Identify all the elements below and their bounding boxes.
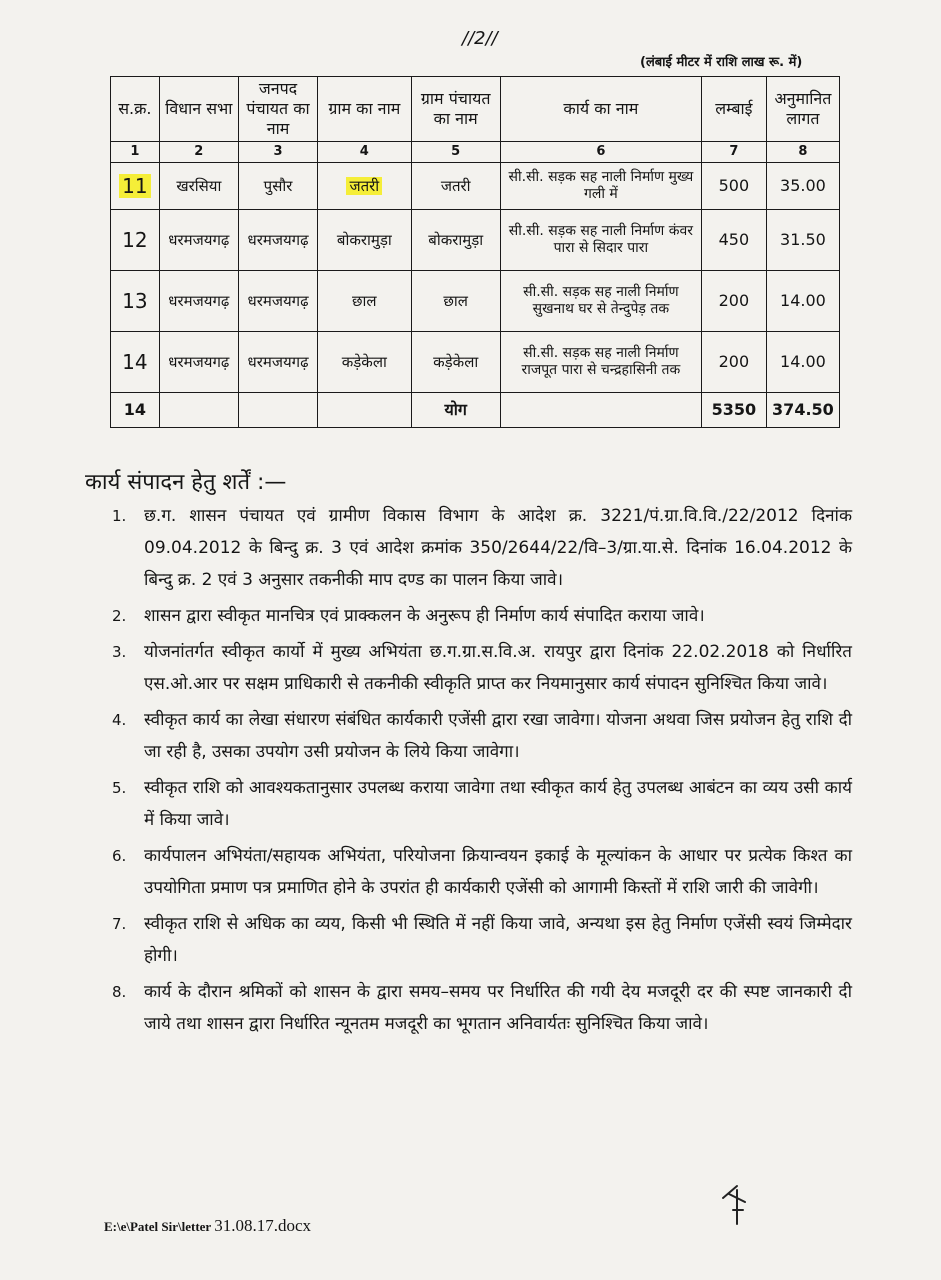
cost-cell: 14.00 [766, 271, 839, 332]
condition-number: 7. [112, 915, 127, 933]
condition-number: 4. [112, 711, 127, 729]
janpad-cell: धरमजयगढ़ [238, 332, 317, 393]
vidhan-sabha-cell: धरमजयगढ़ [159, 271, 238, 332]
janpad-cell: धरमजयगढ़ [238, 210, 317, 271]
vidhan-sabha-cell: खरसिया [159, 163, 238, 210]
column-number: 8 [766, 142, 839, 163]
condition-number: 5. [112, 779, 127, 797]
condition-item [112, 600, 852, 632]
condition-number: 8. [112, 983, 127, 1001]
condition-item [112, 976, 852, 1040]
header-cell: स.क्र. [111, 77, 160, 142]
gram-panchayat-cell: कड़ेकेला [411, 332, 500, 393]
condition-item [112, 840, 852, 904]
column-number-row [111, 142, 840, 163]
table-row [111, 332, 840, 393]
handwritten-initials [715, 1180, 755, 1230]
highlighted-gram: जतरी [346, 177, 382, 195]
condition-item [112, 908, 852, 972]
table-row [111, 163, 840, 210]
vidhan-sabha-cell: धरमजयगढ़ [159, 210, 238, 271]
gram-cell [318, 163, 411, 210]
cost-cell: 14.00 [766, 332, 839, 393]
gram-panchayat-cell: छाल [411, 271, 500, 332]
condition-text: कार्य के दौरान श्रमिकों को शासन के द्वारा समय–समय पर निर्धारित की गयी देय मजदूरी दर की स्पष्ट जानकारी दी जाये तथा शासन द्वारा निर्धारित न्यूनतम मजदूरी का भूगतान अनिवार्यतः सुनिश्चित किया जावे। [144, 982, 852, 1034]
units-note: (लंबाई मीटर में राशि लाख रू. में) [640, 55, 803, 70]
works-table [110, 76, 840, 428]
condition-number: 1. [112, 507, 127, 525]
condition-text: योजनांतर्गत स्वीकृत कार्यो में मुख्य अभियंता छ.ग.ग्रा.स.वि.अ. रायपुर द्वारा दिनांक 22.02.2018 को निर्धारित एस.ओ.आर पर सक्षम प्राधिकारी से तकनीकी स्वीकृति प्राप्त कर नियमानुसार कार्य संपादन सुनिश्चित किया जावे। [144, 642, 852, 694]
work-name-cell: सी.सी. सड़क सह नाली निर्माण राजपूत पारा से चन्द्रहासिनी तक [500, 332, 701, 393]
header-cell: ग्राम पंचायत का नाम [411, 77, 500, 142]
janpad-cell: धरमजयगढ़ [238, 271, 317, 332]
conditions-list [112, 500, 852, 1044]
total-row [111, 393, 840, 428]
work-name-cell: सी.सी. सड़क सह नाली निर्माण सुखनाथ घर से तेन्दुपेड़ तक [500, 271, 701, 332]
condition-item [112, 704, 852, 768]
header-cell: लम्बाई [701, 77, 766, 142]
file-path-name: 31.08.17.docx [214, 1216, 312, 1235]
serial-cell: 12 [111, 210, 160, 271]
length-cell: 200 [701, 332, 766, 393]
table-row [111, 271, 840, 332]
work-name-cell: सी.सी. सड़क सह नाली निर्माण कंवर पारा से सिदार पारा [500, 210, 701, 271]
column-number: 4 [318, 142, 411, 163]
work-name-cell: सी.सी. सड़क सह नाली निर्माण मुख्य गली में [500, 163, 701, 210]
empty-cell [238, 393, 317, 428]
total-label-cell: योग [411, 393, 500, 428]
header-cell: ग्राम का नाम [318, 77, 411, 142]
length-cell: 500 [701, 163, 766, 210]
header-cell: अनुमानित लागत [766, 77, 839, 142]
condition-number: 2. [112, 607, 127, 625]
condition-number: 3. [112, 643, 127, 661]
highlighted-serial: 11 [119, 174, 150, 198]
condition-text: स्वीकृत कार्य का लेखा संधारण संबंधित कार्यकारी एजेंसी द्वारा रखा जावेगा। योजना अथवा जिस प्रयोजन हेतु राशि दी जा रही है, उसका उपयोग उसी प्रयोजन के लिये किया जावेगा। [144, 710, 852, 762]
total-count-cell: 14 [111, 393, 160, 428]
header-cell: कार्य का नाम [500, 77, 701, 142]
column-number: 7 [701, 142, 766, 163]
condition-number: 6. [112, 847, 127, 865]
gram-panchayat-cell: बोकरामुड़ा [411, 210, 500, 271]
column-number: 5 [411, 142, 500, 163]
column-number: 6 [500, 142, 701, 163]
total-cost-cell: 374.50 [766, 393, 839, 428]
cost-cell: 35.00 [766, 163, 839, 210]
gram-cell: बोकरामुड़ा [318, 210, 411, 271]
condition-item [112, 500, 852, 596]
table-header-row [111, 77, 840, 142]
header-cell: विधान सभा [159, 77, 238, 142]
column-number: 1 [111, 142, 160, 163]
column-number: 2 [159, 142, 238, 163]
cost-cell: 31.50 [766, 210, 839, 271]
empty-cell [500, 393, 701, 428]
condition-text: स्वीकृत राशि को आवश्यकतानुसार उपलब्ध कराया जावेगा तथा स्वीकृत कार्य हेतु उपलब्ध आबंटन का व्यय उसी कार्य में किया जावे। [144, 778, 852, 830]
condition-text: स्वीकृत राशि से अधिक का व्यय, किसी भी स्थिति में नहीं किया जावे, अन्यथा इस हेतु निर्माण एजेंसी स्वयं जिम्मेदार होगी। [144, 914, 852, 966]
condition-item [112, 636, 852, 700]
vidhan-sabha-cell: धरमजयगढ़ [159, 332, 238, 393]
column-number: 3 [238, 142, 317, 163]
gram-panchayat-cell: जतरी [411, 163, 500, 210]
condition-text: कार्यपालन अभियंता/सहायक अभियंता, परियोजना क्रियान्वयन इकाई के मूल्यांकन के आधार पर प्रत्येक किश्त का उपयोगिता प्रमाण पत्र प्रमाणित होने के उपरांत ही कार्यकारी एजेंसी को आगामी किस्तों में राशि जारी की जावेगी। [144, 846, 852, 898]
serial-cell: 14 [111, 332, 160, 393]
empty-cell [159, 393, 238, 428]
length-cell: 450 [701, 210, 766, 271]
empty-cell [318, 393, 411, 428]
total-length-cell: 5350 [701, 393, 766, 428]
length-cell: 200 [701, 271, 766, 332]
gram-cell: कड़ेकेला [318, 332, 411, 393]
condition-text: छ.ग. शासन पंचायत एवं ग्रामीण विकास विभाग के आदेश क्र. 3221/पं.ग्रा.वि.वि./22/2012 दिनांक 09.04.2012 के बिन्दु क्र. 3 एवं आदेश क्रमांक 350/2644/22/वि–3/ग्रा.या.से. दिनांक 16.04.2012 के बिन्दु क्र. 2 एवं 3 अनुसार तकनीकी माप दण्ड का पालन किया जावे। [144, 506, 852, 590]
serial-cell [111, 163, 160, 210]
header-cell: जनपद पंचायत का नाम [238, 77, 317, 142]
condition-item [112, 772, 852, 836]
conditions-title: कार्य संपादन हेतु शर्तें :— [85, 470, 287, 495]
janpad-cell: पुसौर [238, 163, 317, 210]
condition-text: शासन द्वारा स्वीकृत मानचित्र एवं प्राक्कलन के अनुरूप ही निर्माण कार्य संपादित कराया जावे। [144, 606, 705, 626]
file-path-footer [104, 1216, 311, 1236]
serial-cell: 13 [111, 271, 160, 332]
table-row [111, 210, 840, 271]
page-number: //2// [462, 28, 498, 49]
gram-cell: छाल [318, 271, 411, 332]
file-path-prefix: E:\e\Patel Sir\letter [104, 1219, 211, 1234]
